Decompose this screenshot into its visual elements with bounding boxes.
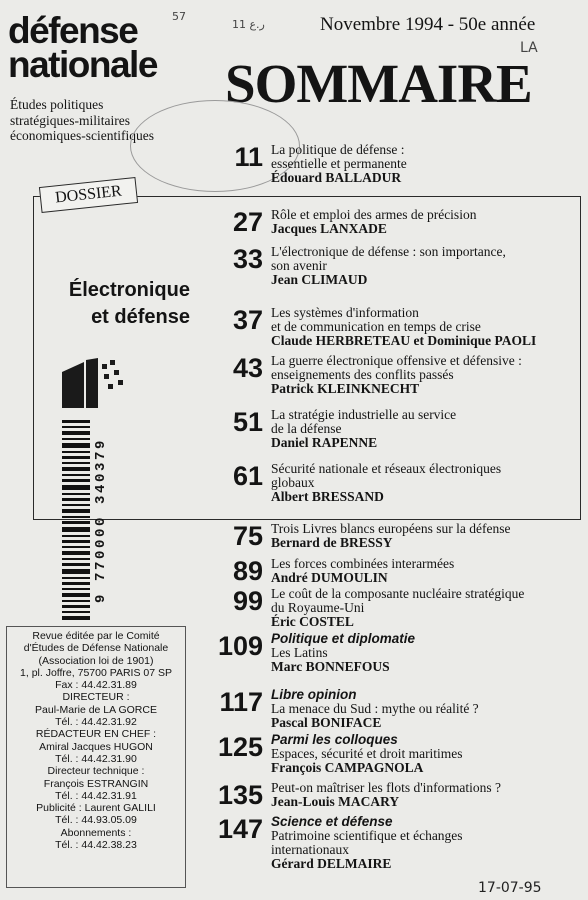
toc-entry [205, 354, 580, 414]
handwritten-note: 57 [172, 10, 186, 23]
colophon-line: RÉDACTEUR EN CHEF : [35, 728, 157, 741]
entry-text [271, 781, 581, 809]
toc-entry [205, 632, 580, 692]
article-title-line: et de communication en temps de crise [271, 319, 481, 334]
colophon-line: (Association loi de 1901) [38, 654, 154, 667]
toc-entry [205, 462, 580, 522]
article-title-line: La guerre électronique offensive et défensive : [271, 353, 522, 368]
article-title-line: Sécurité nationale et réseaux électroniques [271, 461, 502, 476]
article-author: Claude HERBRETEAU et Dominique PAOLI [271, 333, 537, 348]
entry-text [271, 688, 581, 730]
entry-text [271, 245, 581, 287]
colophon-line: François ESTRANGIN [43, 777, 149, 790]
page-number: 37 [232, 305, 263, 335]
section-heading: Science et défense [271, 814, 393, 829]
section-heading: Parmi les colloques [271, 732, 398, 747]
barcode-number: 9 770000 340379 [93, 437, 109, 603]
colophon-line: Publicité : Laurent GALILI [36, 802, 156, 815]
toc-entry [205, 143, 580, 203]
handwritten-note: LA [520, 40, 538, 56]
colophon-line: Tél. : 44.42.31.92 [55, 716, 137, 729]
article-author: Gérard DELMAIRE [271, 856, 392, 871]
page-title: SOMMAIRE [225, 53, 532, 114]
colophon-line: Tél. : 44.42.31.90 [55, 752, 137, 765]
colophon-line: Revue éditée par le Comité [32, 630, 160, 642]
entry-text [271, 208, 581, 236]
colophon-line: DIRECTEUR : [62, 691, 130, 704]
colophon-line: Tél. : 44.93.05.09 [55, 814, 137, 827]
article-title-line: globaux [271, 475, 315, 490]
article-author: Patrick KLEINKNECHT [271, 381, 420, 396]
section-heading: Libre opinion [271, 687, 357, 702]
page-number: 27 [232, 207, 263, 237]
article-author: Jacques LANXADE [271, 221, 387, 236]
page-number: 43 [232, 353, 263, 383]
brand-line-2: nationale [8, 44, 157, 85]
article-author: François CAMPAGNOLA [271, 760, 424, 775]
colophon-line: Amiral Jacques HUGON [39, 740, 153, 753]
article-author: Éric COSTEL [271, 614, 354, 629]
page-number: 135 [217, 780, 263, 810]
colophon-line: Tél. : 44.42.38.23 [55, 839, 137, 852]
toc-entry [205, 815, 580, 875]
page-number: 109 [217, 631, 263, 661]
entry-text [271, 733, 581, 775]
article-author: André DUMOULIN [271, 570, 388, 585]
entry-text [271, 462, 581, 504]
toc-entry [205, 245, 580, 305]
issue-date: Novembre 1994 - 50e année [320, 14, 536, 35]
colophon-line: 1, pl. Joffre, 75700 PARIS 07 SP [20, 666, 172, 679]
brand-line-1: défense [8, 10, 138, 51]
article-author: Jean CLIMAUD [271, 272, 368, 287]
article-author: Bernard de BRESSY [271, 535, 393, 550]
article-title-line: essentielle et permanente [271, 156, 407, 171]
article-title-line: Peut-on maîtriser les flots d'informations ? [271, 780, 502, 795]
article-title-line: La stratégie industrielle au service [271, 407, 457, 422]
colophon-box [6, 626, 186, 888]
section-heading: Politique et diplomatie [271, 631, 416, 646]
article-title-line: Les Latins [271, 645, 328, 660]
theme-line: Électronique [68, 279, 190, 301]
entry-text [271, 815, 581, 871]
dossier-theme [30, 277, 190, 331]
page-number: 125 [217, 732, 263, 762]
article-title-line: de la défense [271, 421, 342, 436]
colophon-line: Directeur technique : [47, 765, 145, 778]
article-title-line: du Royaume-Uni [271, 600, 365, 615]
entry-text [271, 408, 581, 450]
handwritten-date: 17-07-95 [478, 880, 542, 896]
subtitle-line: économiques-scientifiques [10, 128, 154, 143]
colophon-line: d'Études de Défense Nationale [23, 642, 169, 655]
page-number: 33 [232, 244, 263, 274]
entry-text [271, 143, 581, 185]
colophon-line: Paul-Marie de LA GORCE [35, 703, 157, 716]
subtitle-line: Études politiques [10, 97, 104, 112]
article-title-line: internationaux [271, 842, 349, 857]
publisher-logo-icon [62, 358, 124, 408]
theme-line: et défense [91, 306, 190, 328]
page-number: 51 [232, 407, 263, 437]
article-title-line: La menace du Sud : mythe ou réalité ? [271, 701, 479, 716]
page-number: 147 [217, 814, 263, 844]
page-number: 89 [232, 556, 263, 586]
entry-text [271, 632, 581, 674]
article-author: Marc BONNEFOUS [271, 659, 390, 674]
article-title-line: son avenir [271, 258, 327, 273]
article-author: Albert BRESSAND [271, 489, 384, 504]
entry-text [271, 354, 581, 396]
article-title-line: Rôle et emploi des armes de précision [271, 207, 477, 222]
article-title-line: Les forces combinées interarmées [271, 556, 455, 571]
page-number: 99 [232, 586, 263, 616]
article-title-line: Trois Livres blancs européens sur la défense [271, 521, 511, 536]
handwritten-note: ر.ع 11 [232, 18, 265, 31]
article-title-line: Patrimoine scientifique et échanges [271, 828, 463, 843]
colophon-line: Fax : 44.42.31.89 [55, 679, 137, 692]
article-author: Daniel RAPENNE [271, 435, 378, 450]
colophon-line: Abonnements : [60, 826, 132, 839]
article-author: Édouard BALLADUR [271, 170, 402, 185]
page-number: 117 [219, 687, 263, 717]
entry-text [271, 557, 581, 585]
entry-text [271, 587, 581, 629]
article-title-line: enseignements des conflits passés [271, 367, 454, 382]
article-title-line: Espaces, sécurité et droit maritimes [271, 746, 463, 761]
entry-text [271, 522, 581, 550]
page-number: 11 [234, 142, 263, 172]
article-title-line: L'électronique de défense : son importance, [271, 244, 506, 259]
journal-logo-text [8, 10, 198, 85]
entry-text [271, 306, 581, 348]
article-author: Jean-Louis MACARY [271, 794, 400, 809]
article-title-line: Le coût de la composante nucléaire stratégique [271, 586, 525, 601]
article-title-line: Les systèmes d'information [271, 305, 419, 320]
colophon-line: Tél. : 44.42.31.91 [55, 789, 137, 802]
page-number: 75 [232, 521, 263, 551]
page-number: 61 [232, 461, 263, 491]
toc-entry [205, 408, 580, 468]
article-title-line: La politique de défense : [271, 142, 405, 157]
subtitle-line: stratégiques-militaires [10, 112, 130, 128]
article-author: Pascal BONIFACE [271, 715, 382, 730]
dossier-label: DOSSIER [39, 177, 138, 213]
